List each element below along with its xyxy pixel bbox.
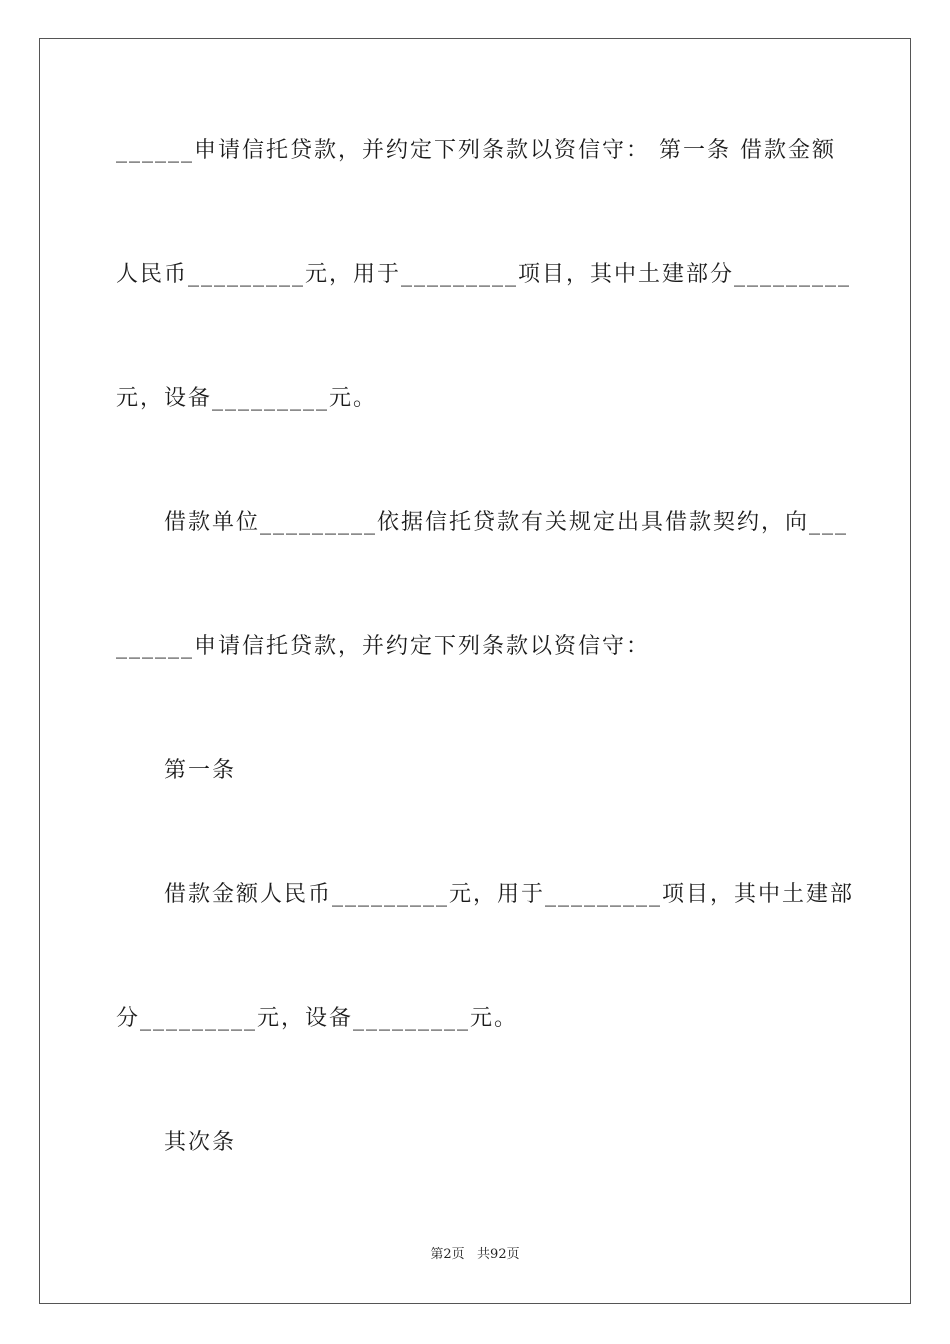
body-line-1: ______申请信托贷款，并约定下列条款以资信守： 第一条 借款金额 <box>116 138 836 163</box>
body-line-3: 元，设备_________元。 <box>116 386 378 411</box>
page-footer: 第2页 共92页 <box>430 1247 520 1262</box>
body-line-2: 人民币_________元，用于_________项目，其中土建部分_________ <box>116 262 852 287</box>
body-line-4: 借款单位_________依据信托贷款有关规定出具借款契约，向___ <box>164 510 849 535</box>
article-heading-2: 其次条 <box>164 1130 237 1155</box>
body-line-6: 借款金额人民币_________元，用于_________项目，其中土建部 <box>164 882 855 907</box>
body-line-5: ______申请信托贷款，并约定下列条款以资信守： <box>116 634 651 659</box>
article-heading-1: 第一条 <box>164 758 237 783</box>
page-frame <box>39 38 911 1304</box>
body-line-7: 分_________元，设备_________元。 <box>116 1006 519 1031</box>
